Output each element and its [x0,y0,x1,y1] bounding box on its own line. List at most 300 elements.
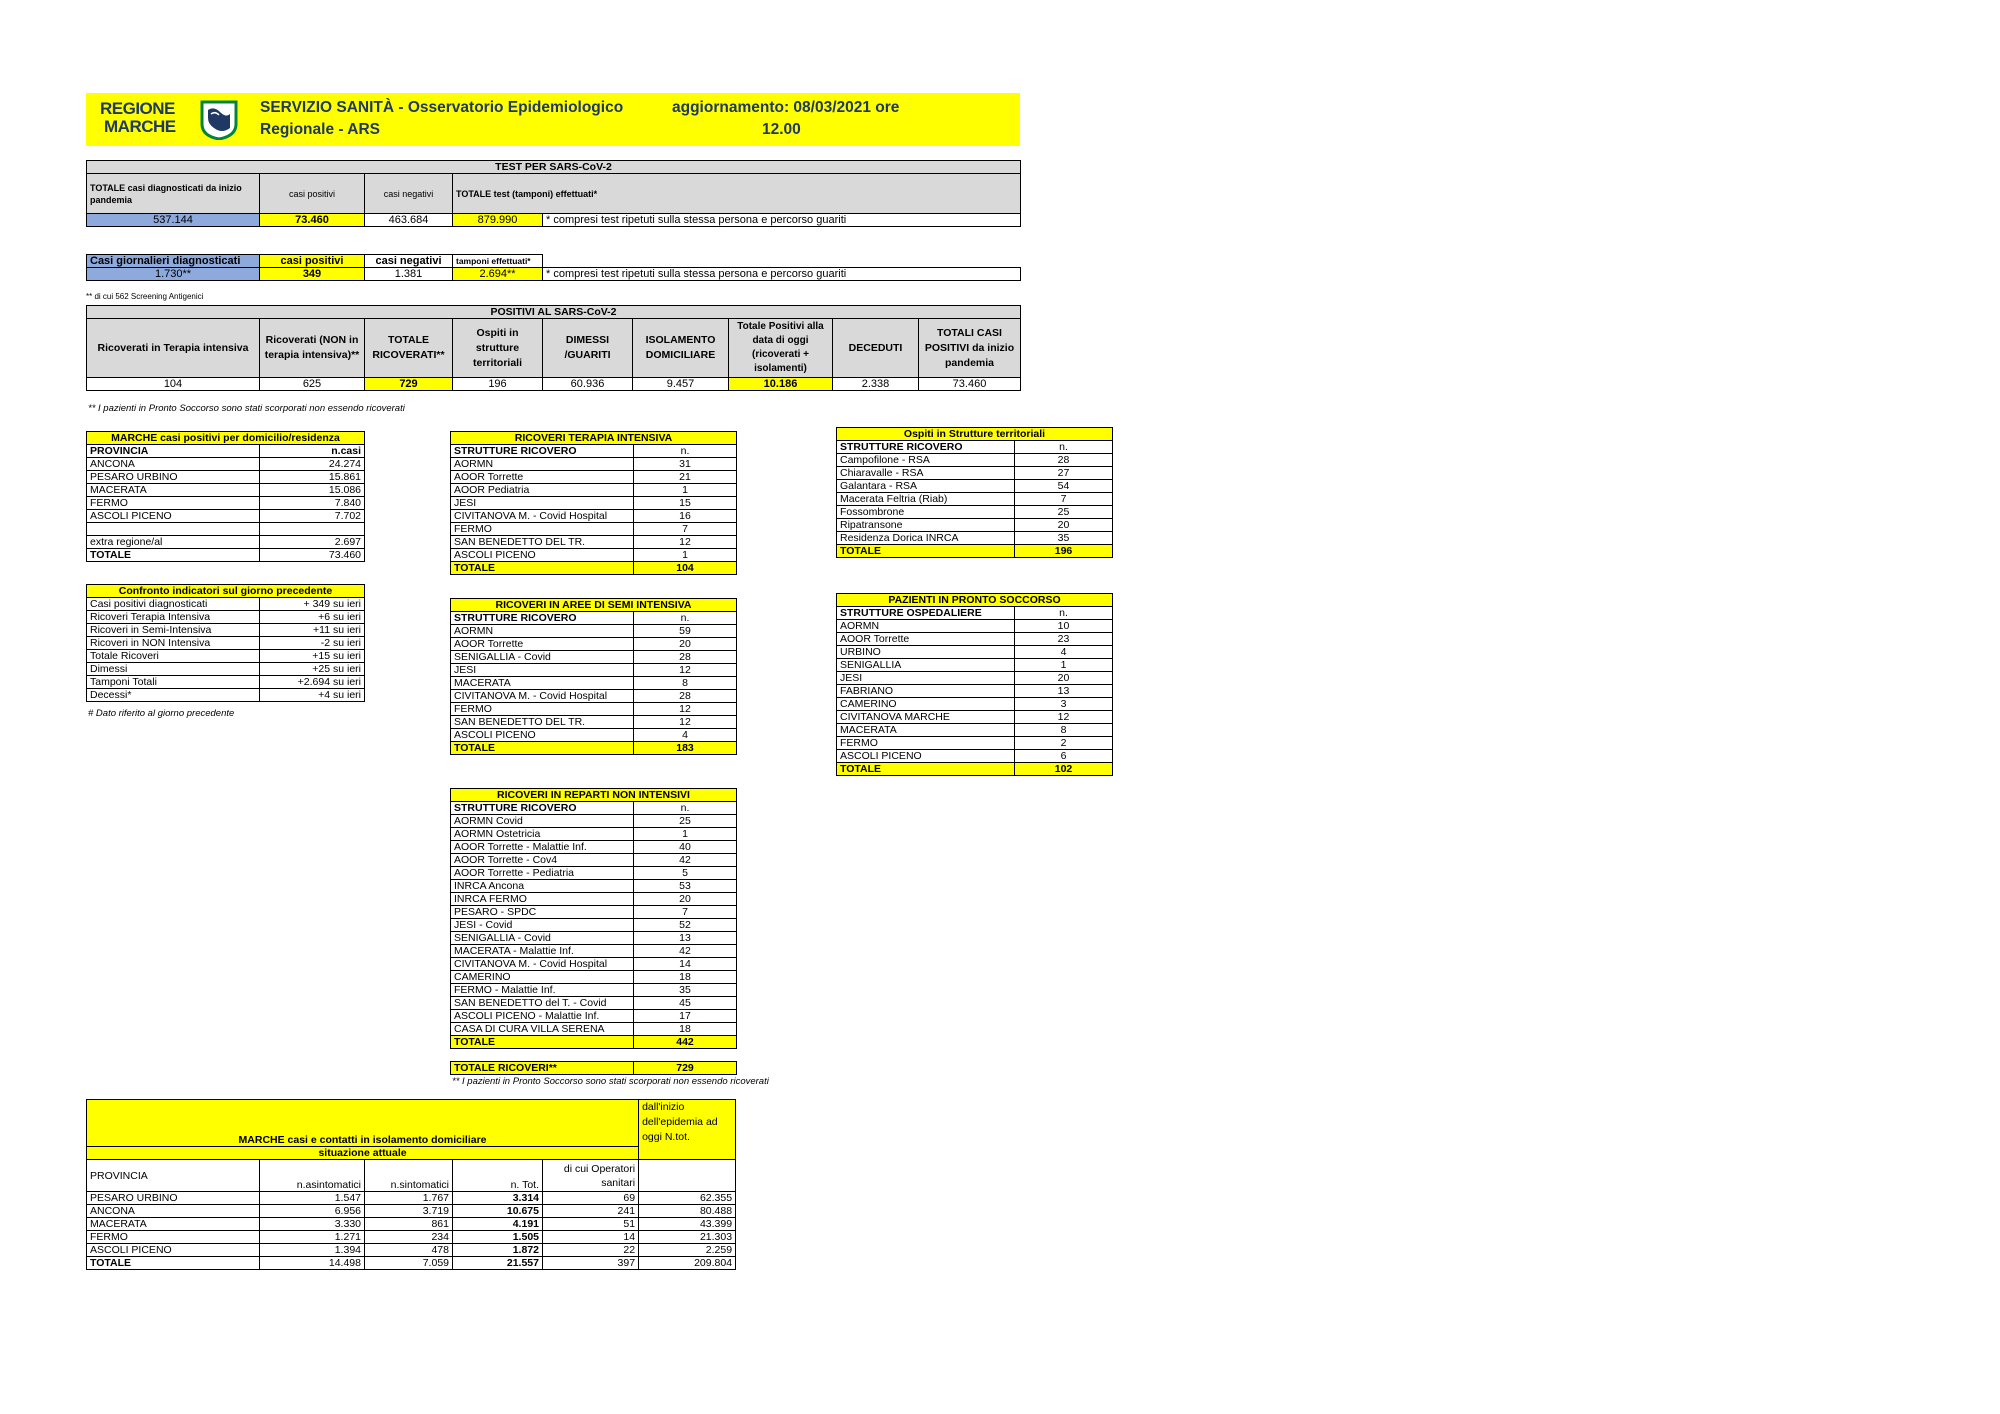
row-value: 35 [1015,532,1113,545]
row-value: 3 [1015,698,1113,711]
positives-hospitalized-value: 729 [365,378,453,391]
row-label: MACERATA [87,484,260,497]
comparison-title: Confronto indicatori sul giorno precedente [87,585,365,598]
row-label: Totale Ricoveri [87,650,260,663]
row-label: MACERATA - Malattie Inf. [451,945,634,958]
table-row [87,1205,736,1218]
province-cases-table [86,431,365,562]
daily-header-negative: casi negativi [365,255,453,268]
province-cases-col1: PROVINCIA [87,445,260,458]
province-cases-total-value: 73.460 [260,549,365,562]
positives-header-isolation: ISOLAMENTO DOMICILIARE [633,319,729,378]
daily-positive-value: 349 [260,268,365,281]
table-row [451,677,737,690]
row-label: ASCOLI PICENO [87,510,260,523]
isolation-header-operators: di cui Operatori sanitari [543,1160,639,1192]
semi-title: RICOVERI IN AREE DI SEMI INTENSIVA [451,599,737,612]
daily-cases-value: 1.730** [87,268,260,281]
row-value: 4 [1015,646,1113,659]
row-value: 1 [634,828,737,841]
row-value: 20 [634,638,737,651]
row-value: 18 [634,1023,737,1036]
row-value: 2.697 [260,536,365,549]
row-value: 40 [634,841,737,854]
semi-table [450,598,737,755]
row-value: 35 [634,984,737,997]
positives-icu-value: 104 [87,378,260,391]
row-value: 52 [634,919,737,932]
positives-header-recovered: DIMESSI /GUARITI [543,319,633,378]
table-row [837,532,1113,545]
table-row [451,984,737,997]
row-label: FABRIANO [837,685,1015,698]
row-label: AORMN Ostetricia [451,828,634,841]
isolation-header-tot: n. Tot. [453,1160,543,1192]
row-label: SAN BENEDETTO DEL TR. [451,716,634,729]
positives-header-icu: Ricoverati in Terapia intensiva [87,319,260,378]
tests-header-swabs: TOTALE test (tamponi) effettuati* [453,174,1021,214]
tests-negative-value: 463.684 [365,214,453,227]
row-label: INRCA FERMO [451,893,634,906]
row-label: FERMO [451,703,634,716]
er-table [836,593,1113,776]
positives-table [86,305,1021,391]
row-label: CIVITANOVA M. - Covid Hospital [451,510,634,523]
row-value: 21 [634,471,737,484]
row-value: 42 [634,854,737,867]
icu-col1: STRUTTURE RICOVERO [451,445,634,458]
row-label: Residenza Dorica INRCA [837,532,1015,545]
positives-recovered-value: 60.936 [543,378,633,391]
row-label: ASCOLI PICENO - Malattie Inf. [451,1010,634,1023]
row-label: CAMERINO [837,698,1015,711]
isolation-total-sym: 7.059 [365,1257,453,1270]
row-value: 6 [1015,750,1113,763]
row-label: SENIGALLIA - Covid [451,932,634,945]
positives-header-deceased: DECEDUTI [833,319,919,378]
er-col2: n. [1015,607,1113,620]
isolation-table [86,1099,736,1270]
row-label: AORMN [837,620,1015,633]
tests-header-negative: casi negativi [365,174,453,214]
isolation-cell-tot: 4.191 [453,1218,543,1231]
isolation-cell-name: MACERATA [87,1218,260,1231]
row-label: Ricoveri in NON Intensiva [87,637,260,650]
comparison-note: # Dato riferito al giorno precedente [88,708,235,719]
table-row [451,729,737,742]
row-value: 59 [634,625,737,638]
row-label: AOOR Pediatria [451,484,634,497]
positives-territorial-value: 196 [453,378,543,391]
table-row [451,932,737,945]
positives-header-nonicu: Ricoverati (NON in terapia intensiva)** [260,319,365,378]
row-label: JESI [451,664,634,677]
row-value: 12 [634,716,737,729]
isolation-cell-since: 80.488 [639,1205,736,1218]
daily-negative-value: 1.381 [365,268,453,281]
table-row [87,458,365,471]
isolation-cell-name: ASCOLI PICENO [87,1244,260,1257]
isolation-cell-op: 69 [543,1192,639,1205]
row-label: CIVITANOVA M. - Covid Hospital [451,958,634,971]
row-value: 23 [1015,633,1113,646]
row-label: SENIGALLIA - Covid [451,651,634,664]
table-row [451,536,737,549]
row-value: 5 [634,867,737,880]
table-row [837,467,1113,480]
territorial-col1: STRUTTURE RICOVERO [837,441,1015,454]
table-row [837,672,1113,685]
isolation-cell-tot: 3.314 [453,1192,543,1205]
positives-header-total: TOTALI CASI POSITIVI da inizio pandemia [919,319,1021,378]
row-label: FERMO [837,737,1015,750]
row-label: ASCOLI PICENO [451,729,634,742]
isolation-cell-op: 14 [543,1231,639,1244]
row-label: Tamponi Totali [87,676,260,689]
table-row [451,867,737,880]
isolation-cell-asym: 3.330 [260,1218,365,1231]
row-value: 1 [634,549,737,562]
logo-text-line2: MARCHE [104,117,176,136]
positives-total-value: 73.460 [919,378,1021,391]
tests-total-value: 537.144 [87,214,260,227]
table-row [451,1023,737,1036]
isolation-cell-op: 51 [543,1218,639,1231]
table-row [837,685,1113,698]
isolation-cell-sym: 1.767 [365,1192,453,1205]
row-value: 28 [634,651,737,664]
row-label: Ricoveri Terapia Intensiva [87,611,260,624]
isolation-cell-since: 2.259 [639,1244,736,1257]
row-value: 10 [1015,620,1113,633]
isolation-total-since: 209.804 [639,1257,736,1270]
er-col1: STRUTTURE OSPEDALIERE [837,607,1015,620]
table-row [837,659,1113,672]
daily-footnote: ** di cui 562 Screening Antigenici [86,292,204,301]
daily-table [86,254,1021,281]
positives-isolation-value: 9.457 [633,378,729,391]
isolation-cell-since: 62.355 [639,1192,736,1205]
row-label: Galantara - RSA [837,480,1015,493]
row-label [87,523,260,536]
row-label: INRCA Ancona [451,880,634,893]
tests-title: TEST PER SARS-CoV-2 [87,161,1021,174]
nonint-col2: n. [634,802,737,815]
row-label: extra regione/al [87,536,260,549]
table-row [451,458,737,471]
row-value: 7 [1015,493,1113,506]
tests-swabs-value: 879.990 [453,214,543,227]
table-row [837,737,1113,750]
daily-note: * compresi test ripetuti sulla stessa persona e percorso guariti [543,268,1021,281]
table-row [87,598,365,611]
row-label: Campofilone - RSA [837,454,1015,467]
row-label: AORMN [451,625,634,638]
positives-header-current: Totale Positivi alla data di oggi (ricoverati + isolamenti) [729,319,833,378]
row-label: CIVITANOVA M. - Covid Hospital [451,690,634,703]
row-value: 7.840 [260,497,365,510]
row-value: 25 [634,815,737,828]
isolation-cell-tot: 10.675 [453,1205,543,1218]
row-label: CIVITANOVA MARCHE [837,711,1015,724]
positives-deceased-value: 2.338 [833,378,919,391]
tests-header-total: TOTALE casi diagnosticati da inizio pandemia [87,174,260,214]
isolation-total-label: TOTALE [87,1257,260,1270]
isolation-cell-sym: 3.719 [365,1205,453,1218]
row-value: 42 [634,945,737,958]
table-row [451,638,737,651]
table-row [837,646,1113,659]
grand-total-value: 729 [634,1062,737,1075]
row-label: JESI [451,497,634,510]
table-row [87,637,365,650]
nonint-note: ** I pazienti in Pronto Soccorso sono stati scorporati non essendo ricoverati [452,1076,769,1087]
table-row [837,519,1113,532]
row-value: 7 [634,523,737,536]
province-cases-title: MARCHE casi positivi per domicilio/residenza [87,432,365,445]
row-value: +2.694 su ieri [260,676,365,689]
nonint-title: RICOVERI IN REPARTI NON INTENSIVI [451,789,737,802]
isolation-total-tot: 21.557 [453,1257,543,1270]
table-row [87,523,365,536]
isolation-cell-sym: 234 [365,1231,453,1244]
table-row [451,690,737,703]
row-value: 28 [634,690,737,703]
isolation-cell-op: 22 [543,1244,639,1257]
isolation-subtitle: situazione attuale [87,1147,639,1160]
table-row [87,536,365,549]
row-label: JESI [837,672,1015,685]
row-label: Decessi* [87,689,260,702]
row-value: 16 [634,510,737,523]
table-row [451,919,737,932]
isolation-cell-tot: 1.872 [453,1244,543,1257]
row-value: 12 [634,703,737,716]
isolation-cell-asym: 1.547 [260,1192,365,1205]
table-row [87,1192,736,1205]
table-row [451,945,737,958]
table-row [87,663,365,676]
row-label: AOOR Torrette [837,633,1015,646]
semi-col1: STRUTTURE RICOVERO [451,612,634,625]
table-row [451,625,737,638]
table-row [451,906,737,919]
table-row [451,523,737,536]
table-row [451,484,737,497]
comparison-table [86,584,365,702]
table-row [87,1231,736,1244]
row-value: 25 [1015,506,1113,519]
row-label: JESI - Covid [451,919,634,932]
table-row [451,651,737,664]
row-label: AOOR Torrette [451,638,634,651]
row-value: 14 [634,958,737,971]
row-label: Dimessi [87,663,260,676]
row-label: FERMO - Malattie Inf. [451,984,634,997]
table-row [451,971,737,984]
row-value: 12 [634,536,737,549]
semi-total-label: TOTALE [451,742,634,755]
row-label: FERMO [451,523,634,536]
row-value: 13 [634,932,737,945]
row-value: 15.861 [260,471,365,484]
table-row [837,493,1113,506]
territorial-total-label: TOTALE [837,545,1015,558]
row-value: 53 [634,880,737,893]
table-row [87,1218,736,1231]
row-label: Ripatransone [837,519,1015,532]
territorial-table [836,427,1113,558]
table-row [837,480,1113,493]
table-row [451,893,737,906]
table-row [451,549,737,562]
row-value: 45 [634,997,737,1010]
isolation-cell-since: 21.303 [639,1231,736,1244]
row-label: Fossombrone [837,506,1015,519]
isolation-cell-op: 241 [543,1205,639,1218]
row-value: 20 [1015,672,1113,685]
table-row [451,1010,737,1023]
row-value: 13 [1015,685,1113,698]
row-value: 24.274 [260,458,365,471]
tests-header-positive: casi positivi [260,174,365,214]
row-label: AOOR Torrette - Cov4 [451,854,634,867]
icu-total-label: TOTALE [451,562,634,575]
isolation-cell-since: 43.399 [639,1218,736,1231]
tests-positive-value: 73.460 [260,214,365,227]
isolation-cell-asym: 1.394 [260,1244,365,1257]
row-label: ANCONA [87,458,260,471]
table-row [451,497,737,510]
row-label: SAN BENEDETTO del T. - Covid [451,997,634,1010]
row-value: 54 [1015,480,1113,493]
nonint-col1: STRUTTURE RICOVERO [451,802,634,815]
province-cases-total-label: TOTALE [87,549,260,562]
row-value [260,523,365,536]
row-value: 17 [634,1010,737,1023]
nonint-table [450,788,737,1049]
row-label: MACERATA [837,724,1015,737]
nonint-total-label: TOTALE [451,1036,634,1049]
territorial-col2: n. [1015,441,1113,454]
table-row [837,711,1113,724]
table-row [451,997,737,1010]
table-row [451,880,737,893]
semi-col2: n. [634,612,737,625]
grand-total-label: TOTALE RICOVERI** [451,1062,634,1075]
territorial-title: Ospiti in Strutture territoriali [837,428,1113,441]
row-value: 20 [1015,519,1113,532]
table-row [87,650,365,663]
isolation-cell-sym: 478 [365,1244,453,1257]
table-row [837,750,1113,763]
service-title-line2: Regionale - ARS [260,121,380,138]
table-row [87,1244,736,1257]
row-label: CAMERINO [451,971,634,984]
table-row [837,724,1113,737]
territorial-total-value: 196 [1015,545,1113,558]
icu-table [450,431,737,575]
icu-title: RICOVERI TERAPIA INTENSIVA [451,432,737,445]
row-label: CASA DI CURA VILLA SERENA [451,1023,634,1036]
row-value: 12 [634,664,737,677]
table-row [87,689,365,702]
row-label: PESARO URBINO [87,471,260,484]
row-value: 20 [634,893,737,906]
table-row [87,611,365,624]
table-row [87,471,365,484]
icu-col2: n. [634,445,737,458]
row-value: 2 [1015,737,1113,750]
table-row [87,484,365,497]
row-label: MACERATA [451,677,634,690]
positives-header-territorial: Ospiti in strutture territoriali [453,319,543,378]
update-line1: aggiornamento: 08/03/2021 ore [672,99,900,116]
row-label: Casi positivi diagnosticati [87,598,260,611]
isolation-cell-name: PESARO URBINO [87,1192,260,1205]
regione-marche-logo [100,99,240,141]
table-row [837,698,1113,711]
row-label: FERMO [87,497,260,510]
row-value: 31 [634,458,737,471]
row-value: +15 su ieri [260,650,365,663]
row-value: 15.086 [260,484,365,497]
table-row [87,624,365,637]
row-value: 1 [634,484,737,497]
row-label: AOOR Torrette - Pediatria [451,867,634,880]
row-value: 4 [634,729,737,742]
tests-table [86,160,1021,227]
isolation-cell-tot: 1.505 [453,1231,543,1244]
row-label: Chiaravalle - RSA [837,467,1015,480]
row-label: Macerata Feltria (Riab) [837,493,1015,506]
row-value: 7.702 [260,510,365,523]
row-value: + 349 su ieri [260,598,365,611]
nonint-total-value: 442 [634,1036,737,1049]
row-value: 8 [1015,724,1113,737]
row-label: ASCOLI PICENO [451,549,634,562]
row-label: ASCOLI PICENO [837,750,1015,763]
isolation-total-op: 397 [543,1257,639,1270]
table-row [451,716,737,729]
positives-nonicu-value: 625 [260,378,365,391]
er-total-value: 102 [1015,763,1113,776]
isolation-total-asym: 14.498 [260,1257,365,1270]
row-label: URBINO [837,646,1015,659]
row-label: AOOR Torrette [451,471,634,484]
icu-total-value: 104 [634,562,737,575]
row-label: AORMN Covid [451,815,634,828]
isolation-cell-sym: 861 [365,1218,453,1231]
row-value: 28 [1015,454,1113,467]
row-value: 1 [1015,659,1113,672]
er-title: PAZIENTI IN PRONTO SOCCORSO [837,594,1113,607]
logo-text-line1: REGIONE [100,99,175,118]
row-label: Ricoveri in Semi-Intensiva [87,624,260,637]
isolation-cell-name: FERMO [87,1231,260,1244]
table-row [87,497,365,510]
table-row [837,506,1113,519]
positives-note: ** I pazienti in Pronto Soccorso sono stati scorporati non essendo ricoverati [88,403,405,414]
positives-header-hospitalized: TOTALE RICOVERATI** [365,319,453,378]
isolation-header-asym: n.asintomatici [260,1160,365,1192]
table-row [451,703,737,716]
update-line2: 12.00 [762,121,801,138]
daily-header-cases: Casi giornalieri diagnosticati [87,255,260,268]
row-label: AORMN [451,458,634,471]
isolation-cell-asym: 1.271 [260,1231,365,1244]
row-value: +4 su ieri [260,689,365,702]
